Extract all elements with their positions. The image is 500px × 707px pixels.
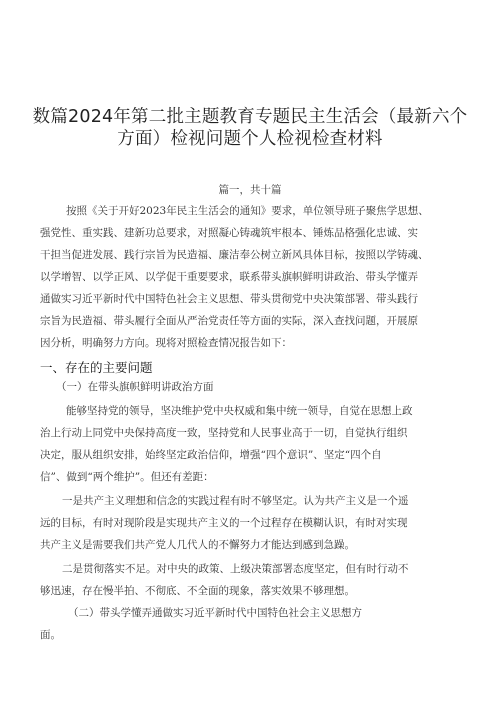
intro-line: 通做实习近平新时代中国特色社会主义思想、带头贯彻党中央决策部署、带头践行 [40, 293, 418, 305]
intro-line: 宗旨为民造福、带头履行全面从严治党责任等方面的实际，深入查找问题，开展原 [40, 315, 418, 327]
section-heading-problems: 一、存在的主要问题 [40, 360, 153, 375]
point-1-line: 一是共产主义理想和信念的实践过程有时不够坚定。认为共产主义是一个遥 [62, 495, 409, 507]
subsection-1-line: 治上行动上同党中央保持高度一致，坚持党和人民事业高于一切，自觉执行组织 [40, 427, 408, 439]
intro-line: 因分析，明确努力方向。现将对照检查情况报告如下： [40, 337, 292, 349]
subsection-heading-2: （二）带头学懂弄通做实习近平新时代中国特色社会主义思想方 [68, 607, 362, 619]
subsection-heading-1: （一）在带头旗帜鲜明讲政治方面 [56, 381, 214, 393]
subsection-1-line: 决定，服从组织安排，始终坚定政治信仰，增强“四个意识”、坚定“四个自 [40, 449, 382, 461]
subsection-heading-2-continued: 面。 [40, 629, 61, 641]
point-1-line: 共产主义是需要我们共产党人几代人的不懈努力才能达到感到急躁。 [40, 539, 355, 551]
intro-line: 干担当促进发展、践行宗旨为民造福、廉洁奉公树立新风具体目标，按照以学铸魂、 [40, 249, 429, 261]
document-title-line-2: 方面）检视问题个人检视检查材料 [117, 129, 383, 149]
point-1-line: 远的目标，有时对现阶段是实现共产主义的一个过程存在模糊认识，有时对实现 [40, 517, 408, 529]
point-2-line: 二是贯彻落实不足。对中央的政策、上级决策部署态度坚定，但有时行动不 [62, 563, 409, 575]
intro-line: 按照《关于开好2023年民主生活会的通知》要求，单位领导班子聚焦学思想、 [66, 205, 429, 217]
document-title-line-1: 数篇2024年第二批主题教育专题民主生活会（最新六个 [32, 107, 468, 127]
intro-line: 以学增智、以学正风、以学促干重要要求，联系带头旗帜鲜明讲政治、带头学懂弄 [40, 271, 418, 283]
point-2-line: 够迅速，存在慢半拍、不彻底、不全面的现象，落实效果不够理想。 [40, 585, 355, 597]
subsection-1-line: 信”、做到“两个维护”。但还有差距： [40, 471, 214, 483]
document-subtitle: 篇一，共十篇 [218, 184, 282, 196]
intro-line: 强党性、重实践、建新功总要求，对照凝心铸魂筑牢根本、锤炼品格强化忠诚、实 [40, 227, 418, 239]
subsection-1-line: 能够坚持党的领导，坚决维护党中央权威和集中统一领导，自觉在思想上政 [66, 405, 413, 417]
